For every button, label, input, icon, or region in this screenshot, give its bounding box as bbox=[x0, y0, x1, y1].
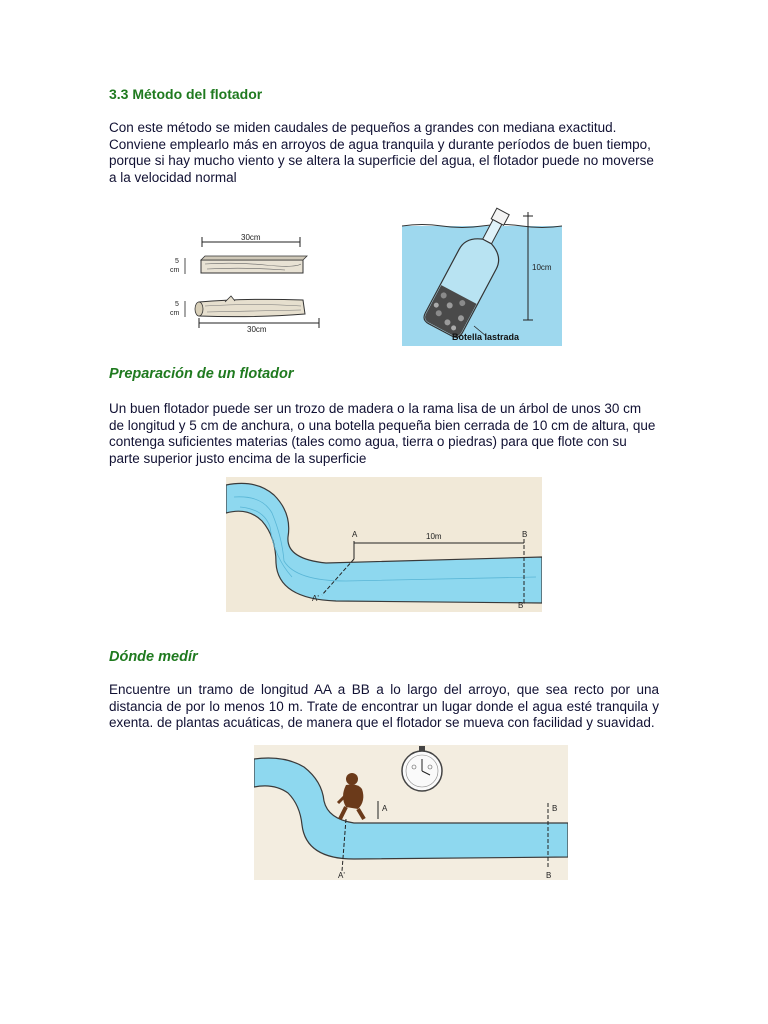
wood-width-bottom-value: 5 bbox=[175, 301, 179, 308]
preparation-paragraph: Un buen flotador puede ser un trozo de madera o la rama lisa de un árbol de unos 30 cm de longitud y 5 cm de anchura, o una botella pequeña bien cerrada de 10 cm de altura, que contenga suficientes materias (tales como agua, tierra o piedras) para que flote con su parte superior justo encima de la superficie bbox=[109, 401, 656, 466]
bottle-float-figure bbox=[402, 198, 562, 346]
where-paragraph: Encuentre un tramo de longitud AA a BB a lo largo del arroyo, que sea recto por una distancia de por lo menos 10 m. Trate de encontrar un lugar donde el agua esté tranquila y exenta. de plantas acuáticas, de manera que el flotador se mueva con facilidad y suavidad. bbox=[109, 682, 659, 730]
bottle-caption: Botella lastrada bbox=[452, 332, 520, 342]
wood-length-top-label: 30cm bbox=[241, 233, 261, 242]
wood-width-top-unit: cm bbox=[170, 267, 180, 274]
distance-label: 10m bbox=[426, 532, 442, 541]
label-b-top: B bbox=[522, 530, 528, 539]
wood-width-top-value: 5 bbox=[175, 258, 179, 265]
where-heading: Dónde medír bbox=[109, 649, 198, 665]
label-a-top: A bbox=[352, 530, 358, 539]
wooden-plank bbox=[201, 256, 307, 273]
wooden-branch bbox=[195, 296, 305, 317]
label-b-bottom: B' bbox=[518, 601, 525, 610]
wood-width-bottom-unit: cm bbox=[170, 310, 180, 317]
preparation-heading: Preparación de un flotador bbox=[109, 366, 294, 382]
wood-length-bottom-label: 30cm bbox=[247, 325, 267, 334]
label-a-bottom: A' bbox=[338, 871, 345, 880]
intro-paragraph: Con este método se miden caudales de pequeños a grandes con mediana exactitud. Conviene emplearlo más en arroyos de agua tranquila y durante períodos de buen tiempo, porque si hay mucho viento y se altera la superficie del agua, el flotador puede no moverse a la velocidad normal bbox=[109, 120, 654, 185]
depth-label: 10cm bbox=[532, 263, 552, 272]
stream-measurement-figure bbox=[254, 745, 568, 880]
label-a-bottom: A' bbox=[312, 594, 319, 603]
label-b-bottom: B bbox=[546, 871, 552, 880]
stream-section-figure bbox=[226, 477, 542, 612]
label-a-top: A bbox=[382, 804, 388, 813]
section-title: 3.3 Método del flotador bbox=[109, 86, 263, 102]
label-b-top: B bbox=[552, 804, 558, 813]
wood-float-figure bbox=[165, 228, 325, 338]
